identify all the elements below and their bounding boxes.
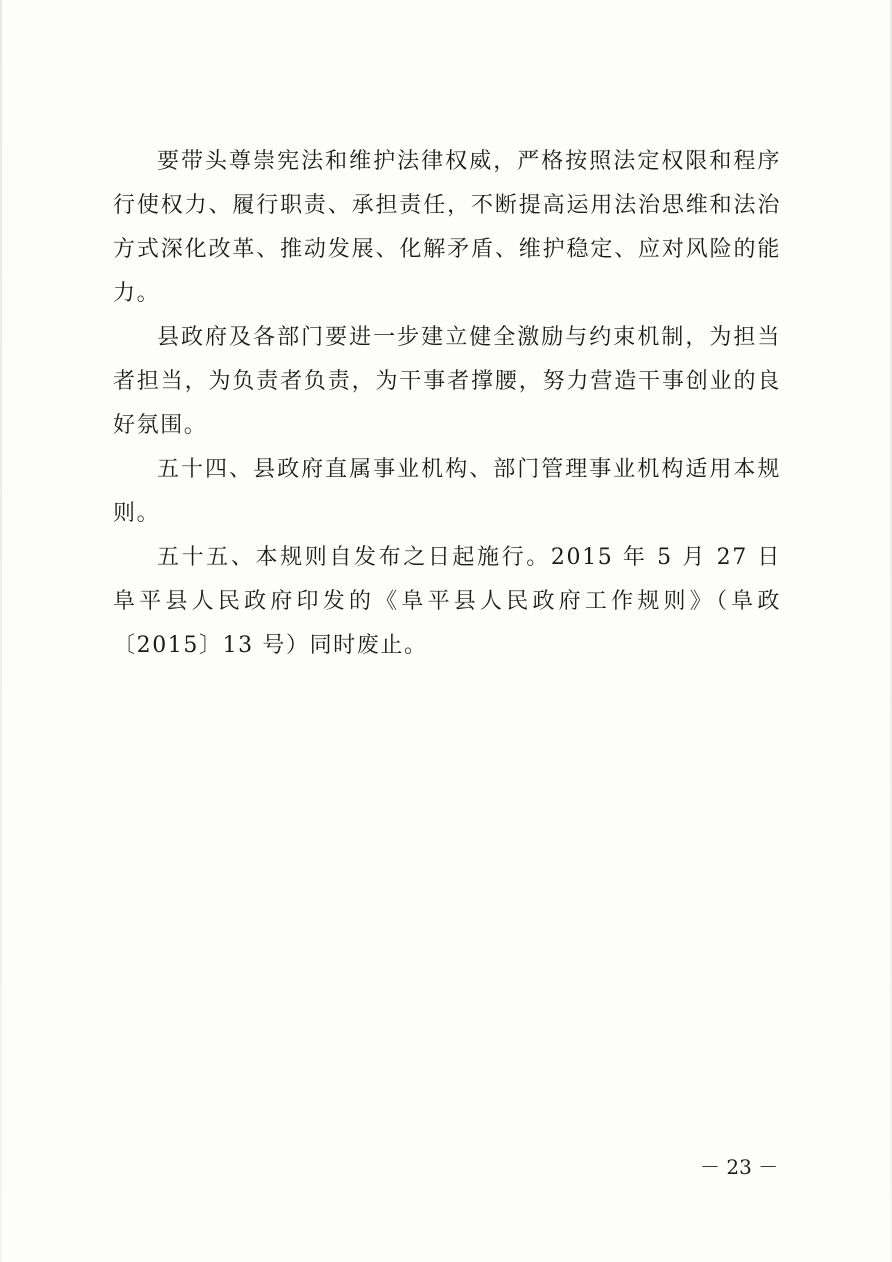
paragraph-article-54: 五十四、县政府直属事业机构、部门管理事业机构适用本规则。 [113,457,781,526]
scan-edge-left [0,0,2,1262]
paragraph-incentive-mechanism: 县政府及各部门要进一步建立健全激励与约束机制，为担当者担当，为负责者负责，为干事者撑腰，努力营造干事创业的良好氛围。 [113,325,781,438]
paragraph-rule-of-law: 要带头尊崇宪法和维护法律权威，严格按照法定权限和程序行使权力、履行职责、承担责任，不断提高运用法治思维和法治方式深化改革、推动发展、化解矛盾、维护稳定、应对风险的能力。 [113,149,781,306]
document-body [113,140,781,668]
paragraph-article-55: 五十五、本规则自发布之日起施行。2015 年 5 月 27 日阜平县人民政府印发的《阜平县人民政府工作规则》（阜政〔2015〕13 号）同时废止。 [113,545,781,658]
page-number: － 23 － [700,1155,779,1179]
